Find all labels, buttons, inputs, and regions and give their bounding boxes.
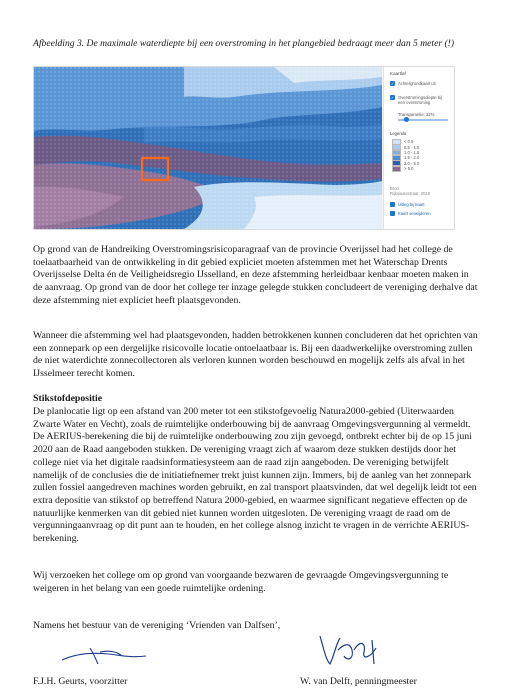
panel-title: Kaartlaf	[390, 71, 406, 76]
paragraph-conclusie: Wanneer die afstemming wel had plaatsgevonden, hadden betrokkenen kunnen concluderen dat het oprichten van een zonnepark op een dergelijke risicovolle locatie ontoelaatbaar is. Bij een daadwerkelijke overstroming zullen de niet waterdichte zonnecollectoren als verloren kunnen worden beschouwd en mogelijk zelfs als afval in het IJsselmeer terecht komen.	[33, 330, 478, 380]
legend-item: < 0.5	[392, 139, 419, 144]
info-icon	[390, 202, 395, 207]
map-layer-panel	[383, 67, 455, 229]
layer-toggle-background[interactable]	[390, 81, 436, 86]
layer-label: Overstromingsdiepte bij een overstroming	[398, 95, 442, 105]
map-explanation-link[interactable]: Uitleg bij kaart	[390, 202, 425, 207]
remove-map-link[interactable]: Kaart verwijderen	[390, 211, 431, 216]
legend	[392, 139, 419, 171]
transparency-label: Transparantie: 32%	[398, 112, 435, 117]
legend-item: 0.5 - 1.0	[392, 144, 419, 149]
source-note: Bron Rijkswaterstaat, 2019	[390, 186, 431, 196]
figure-caption: Afbeelding 3. De maximale waterdiepte bij een overstroming in het plangebied bedraagt meer dan 5 meter (!)	[33, 38, 455, 49]
checkbox-icon: ✓	[390, 81, 395, 86]
layer-toggle-flood-depth[interactable]	[390, 95, 450, 105]
paragraph-stikstof: De planlocatie ligt op een afstand van 200 meter tot een stikstofgevoelig Natura2000-gebied (Uiterwaarden Zwarte Water en Vecht), zoals de ruimtelijke onderbouwing bij de aanvraag Omgevingsvergunning al vermeldt. De AERIUS-berekening die bij de ruimtelijke onderbouwing zou zijn gevoegd, ontbrekt echter bij de op 15 juni 2020 aan de Raad aangeboden stukken. De vereniging vraagt zich af waarom deze stukken destijds door het college niet via het digitale raadsinformatiesysteem aan de raad zijn aangeboden. De vereniging betwijfelt namelijk of de conclusies die de initiatiefnemer trekt juist kunnen zijn. Immers, bij de aanleg van het zonnepark zullen fossiel aangedreven machines worden gebruikt, en zal transport plaatsvinden, dat wel degelijk leidt tot een extra depositie van stikstof op betreffend Natura 2000-gebied, en waarmee significant negatieve effecten op de natuurlijke kenmerken van dit gebied niet kunnen worden uitgesloten. De vereniging vraagt de raad om de vergunningaanvraag op dit punt aan te houden, en het college alsnog inzicht te vragen in de verrichte AERIUS-berekening.	[33, 406, 477, 545]
legend-item: > 5.0	[392, 166, 419, 171]
section-heading-stikstof: Stikstofdepositie	[33, 393, 103, 404]
paragraph-namens: Namens het bestuur van de vereniging ‘Vrienden van Dalfsen’,	[33, 620, 281, 631]
remove-icon	[390, 211, 395, 216]
paragraph-verzoek: Wij verzoeken het college om op grond van voorgaande bezwaren de gevraagde Omgevingsvergunning te weigeren in het belang van een goede ruimtelijke ordening.	[33, 570, 449, 594]
signature-van-delft	[314, 630, 384, 670]
legend-item: 2.0 - 5.0	[392, 161, 419, 166]
legend-item: 1.5 - 2.0	[392, 155, 419, 160]
flood-depth-map	[34, 67, 382, 229]
checkbox-icon: ✓	[390, 95, 395, 100]
legend-item: 1.0 - 1.5	[392, 150, 419, 155]
paragraph-afstemming: Op grond van de Handreiking Overstromingsrisicoparagraaf van de provincie Overijssel had het college de toelaatbaarheid van de ontwikkeling in dit gebied expliciet moeten afstemmen met het Waterschap Drents Overijsselse Delta én de Veiligheidsregio IJsselland, en deze afstemming herleidbaar kenbaar moeten maken in de aanvraag. Op grond van de door het college ter inzage gelegde stukken concludeert de vereniging derhalve dat deze afstemming niet expliciet heeft plaatsgevonden.	[33, 244, 478, 306]
transparency-slider[interactable]	[398, 119, 448, 121]
layer-label: Achtergrondkaart uit	[398, 81, 436, 86]
signature-geurts	[60, 642, 150, 668]
signatory-left: F.J.H. Geurts, voorzitter	[33, 676, 128, 687]
slider-knob[interactable]	[404, 117, 409, 122]
flood-map-figure	[33, 66, 455, 230]
signatory-right: W. van Delft, penningmeester	[300, 676, 417, 687]
legend-swatch	[392, 166, 401, 172]
legend-title: Legenda	[390, 131, 407, 136]
